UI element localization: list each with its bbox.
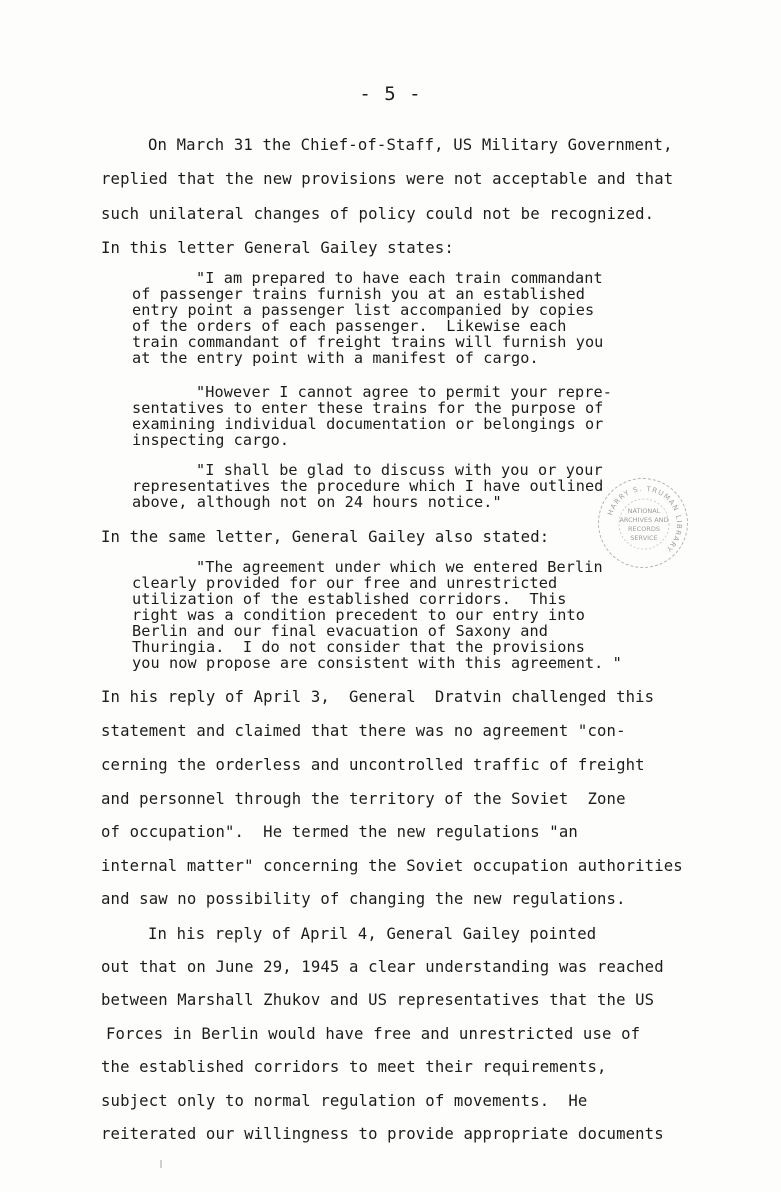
quoted-text-line: above, although not on 24 hours notice." bbox=[132, 493, 502, 511]
quoted-text-line: of passenger trains furnish you at an established bbox=[132, 285, 585, 303]
body-text-line: internal matter" concerning the Soviet occupation authorities bbox=[101, 857, 683, 875]
body-text-line: In his reply of April 3, General Dratvin challenged this bbox=[101, 688, 655, 706]
quoted-text-line: right was a condition precedent to our entry into bbox=[132, 606, 585, 624]
quoted-text-line: you now propose are consistent with this agreement. " bbox=[132, 654, 622, 672]
quoted-text-line: "I shall be glad to discuss with you or your bbox=[196, 461, 603, 479]
body-text-line: out that on June 29, 1945 a clear understanding was reached bbox=[101, 958, 664, 976]
body-text-line: In his reply of April 4, General Gailey pointed bbox=[148, 925, 597, 943]
quoted-text-line: representatives the procedure which I have outlined bbox=[132, 477, 604, 495]
archive-stamp-line: NATIONAL bbox=[627, 507, 661, 515]
quoted-text-line: utilization of the established corridors. This bbox=[132, 590, 567, 608]
quoted-text-line: inspecting cargo. bbox=[132, 431, 290, 449]
archive-stamp-line: ARCHIVES AND bbox=[619, 516, 669, 524]
body-text-line: On March 31 the Chief-of-Staff, US Military Government, bbox=[148, 136, 673, 154]
quoted-text-line: Berlin and our final evacuation of Saxony and bbox=[132, 622, 548, 640]
body-text-line: and saw no possibility of changing the new regulations. bbox=[101, 890, 626, 908]
quoted-text-line: at the entry point with a manifest of cargo. bbox=[132, 349, 539, 367]
quoted-text-line: sentatives to enter these trains for the purpose of bbox=[132, 399, 604, 417]
body-text-line: replied that the new provisions were not acceptable and that bbox=[101, 170, 674, 188]
quoted-text-line: "However I cannot agree to permit your repre- bbox=[196, 383, 612, 401]
quoted-text-line: "I am prepared to have each train commandant bbox=[196, 269, 603, 287]
body-text-line: statement and claimed that there was no agreement "con- bbox=[101, 722, 626, 740]
archive-stamp-ring-text: HARRY S. TRUMAN LIBRARY bbox=[606, 484, 684, 554]
quoted-text-line: train commandant of freight trains will furnish you bbox=[132, 333, 604, 351]
archive-stamp-line: RECORDS bbox=[628, 525, 660, 533]
quoted-text-line: examining individual documentation or belongings or bbox=[132, 415, 604, 433]
body-text-line: reiterated our willingness to provide appropriate documents bbox=[101, 1125, 664, 1143]
body-text-line: of occupation". He termed the new regulations "an bbox=[101, 823, 578, 841]
quoted-text-line: Thuringia. I do not consider that the provisions bbox=[132, 638, 585, 656]
body-text-line: In this letter General Gailey states: bbox=[101, 239, 454, 257]
body-text-line: such unilateral changes of policy could not be recognized. bbox=[101, 205, 655, 223]
quoted-text-line: "The agreement under which we entered Berlin bbox=[196, 558, 603, 576]
paper-mark bbox=[160, 1160, 162, 1168]
body-text-line: In the same letter, General Gailey also stated: bbox=[101, 528, 550, 546]
body-text-line: Forces in Berlin would have free and unrestricted use of bbox=[106, 1025, 641, 1043]
body-text-line: subject only to normal regulation of movements. He bbox=[101, 1092, 588, 1110]
body-text-line: cerning the orderless and uncontrolled traffic of freight bbox=[101, 756, 645, 774]
archive-stamp-center bbox=[611, 507, 677, 543]
quoted-text-line: of the orders of each passenger. Likewise each bbox=[132, 317, 567, 335]
quoted-text-line: entry point a passenger list accompanied by copies bbox=[132, 301, 595, 319]
body-text-line: the established corridors to meet their requirements, bbox=[101, 1058, 607, 1076]
body-text-line: between Marshall Zhukov and US representatives that the US bbox=[101, 991, 655, 1009]
quoted-text-line: clearly provided for our free and unrestricted bbox=[132, 574, 558, 592]
archive-stamp bbox=[598, 478, 688, 568]
body-text-line: and personnel through the territory of the Soviet Zone bbox=[101, 790, 626, 808]
archive-stamp-line: SERVICE bbox=[630, 534, 658, 542]
page-number: - 5 - bbox=[359, 83, 422, 105]
